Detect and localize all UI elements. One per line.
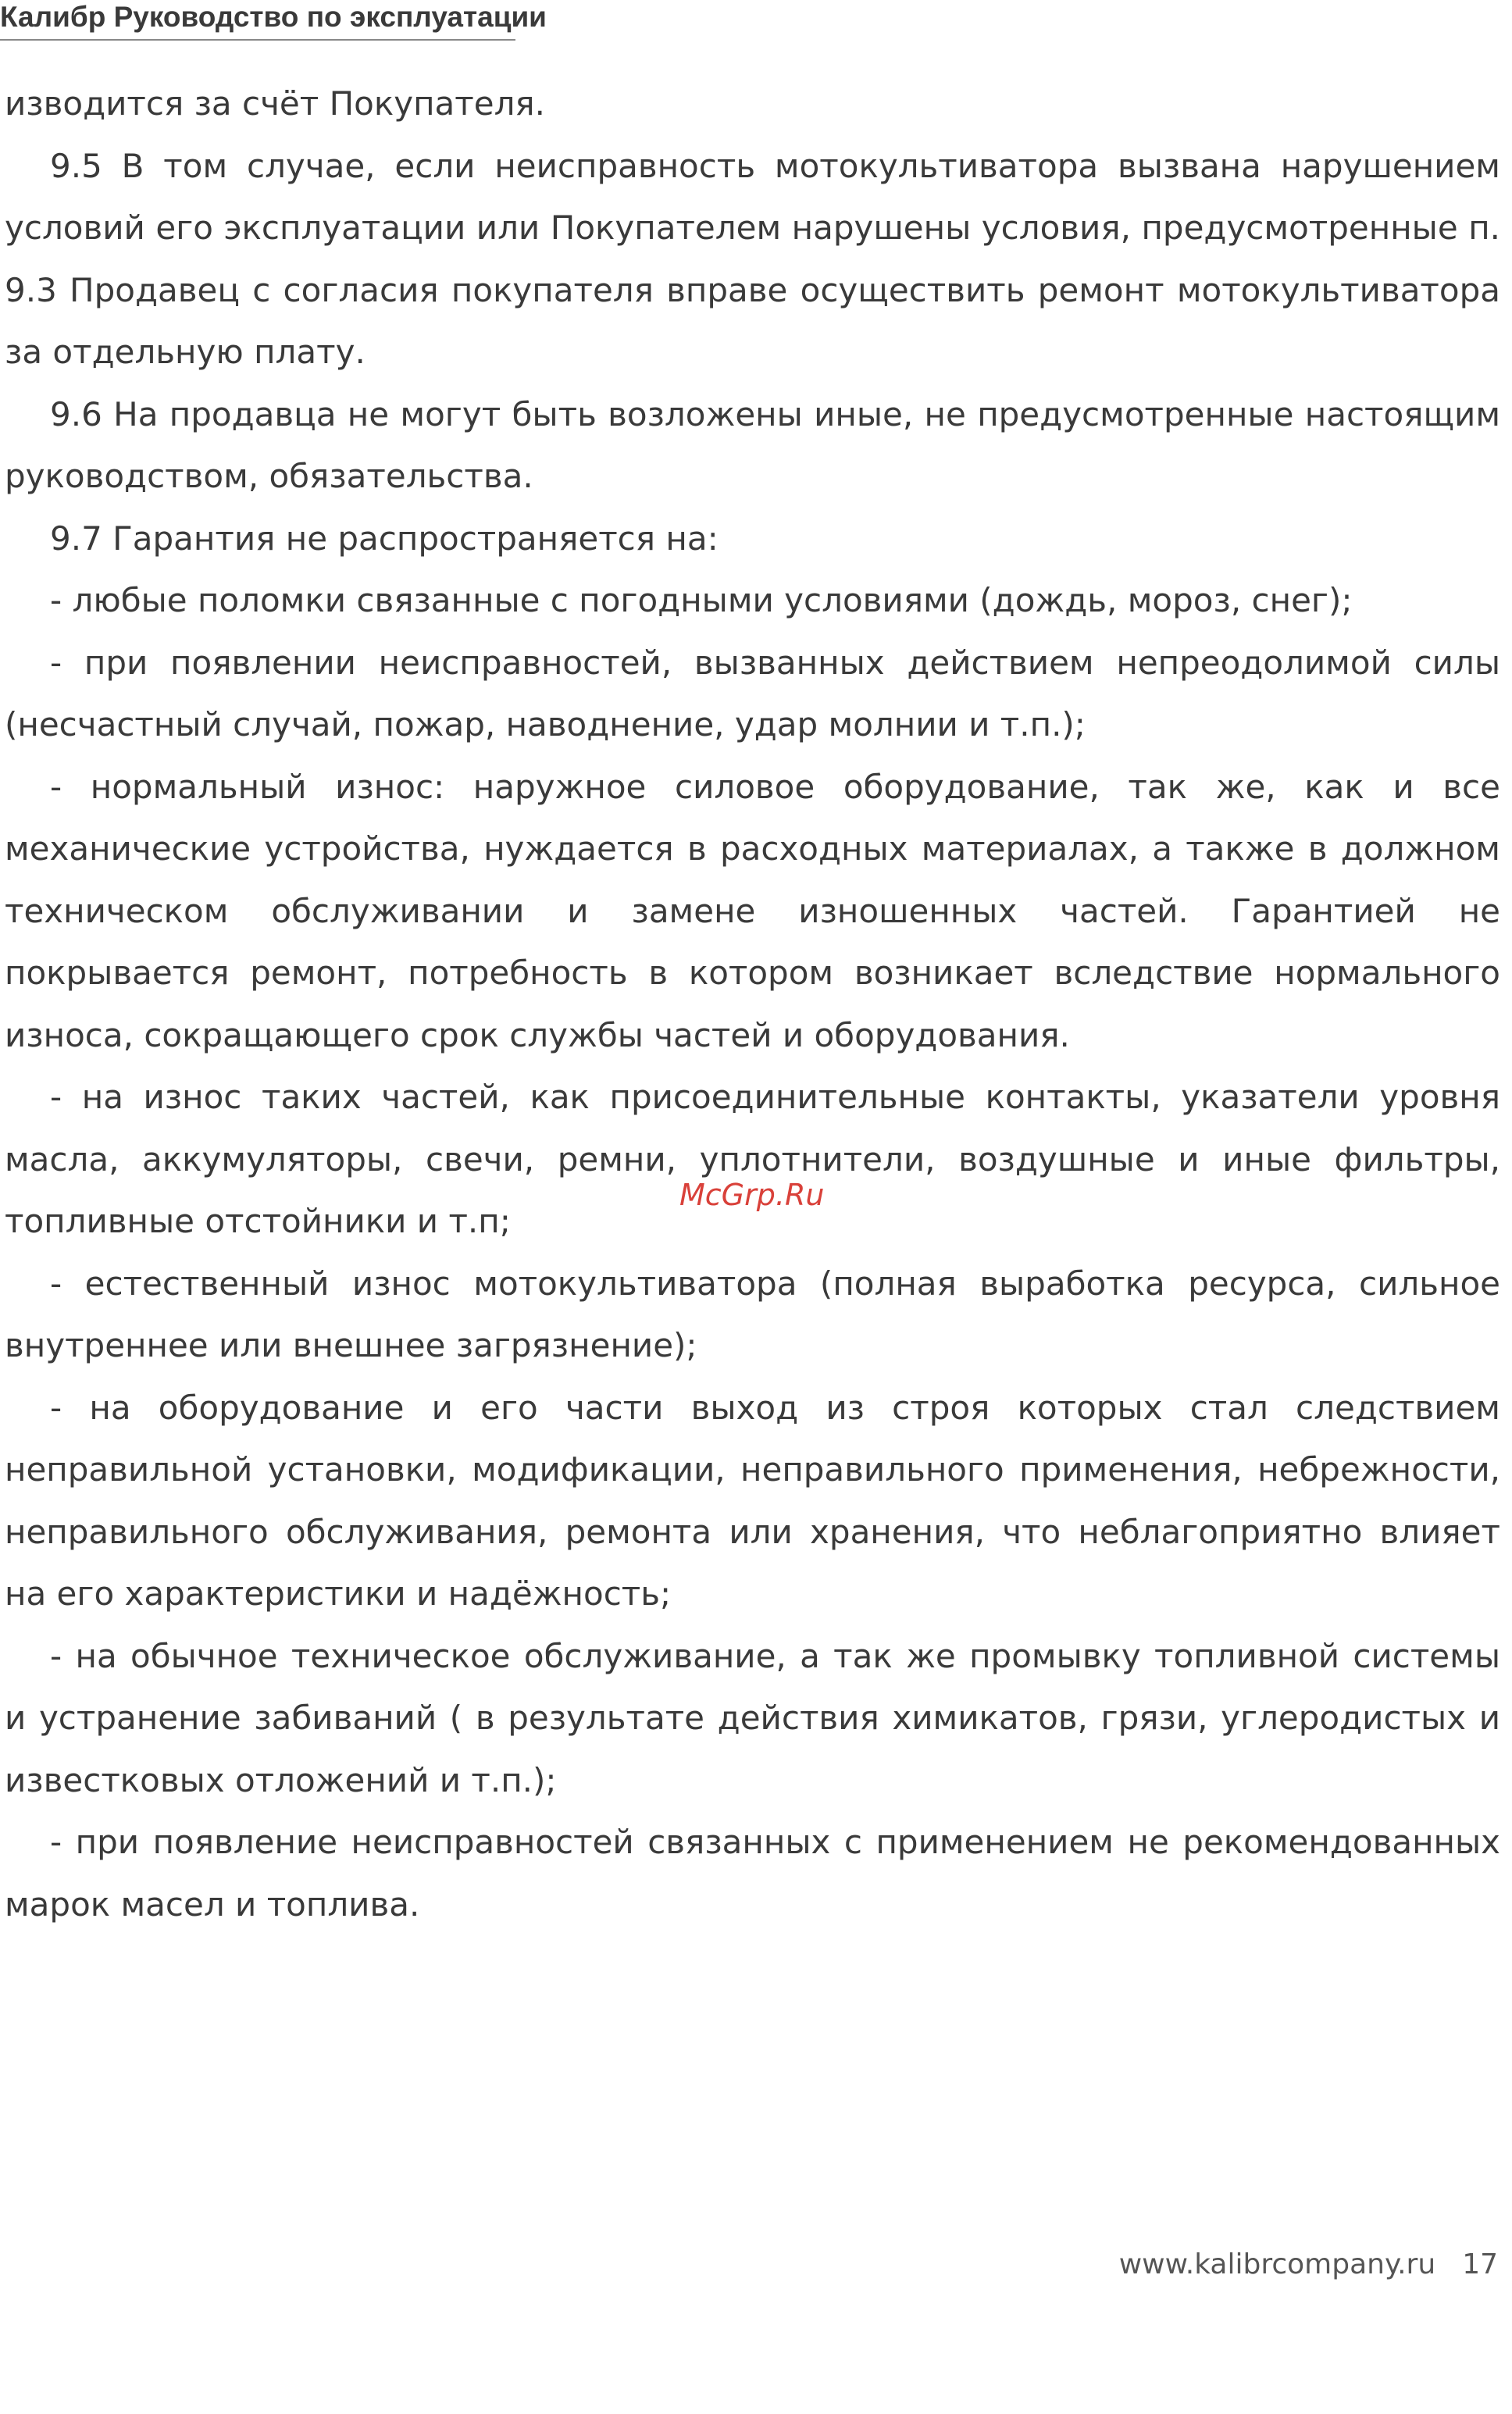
watermark: McGrp.Ru bbox=[679, 1178, 825, 1212]
page-footer bbox=[1119, 2249, 1498, 2280]
page-header bbox=[0, 0, 547, 41]
list-item-parts-wear: - на износ таких частей, как присоединительные контакты, указатели уровня масла, аккумуляторы, свечи, ремни, уплотнители, воздушные и иные фильтры, топливные отстойники и т.п; bbox=[5, 1078, 1500, 1240]
paragraph-9-7: 9.7 Гарантия не распространяется на: bbox=[50, 519, 719, 558]
list-item-normal-wear: - нормальный износ: наружное силовое оборудование, так же, как и все механические устройства, нуждается в расходных материалах, а также в должном техническом обслуживании и замене изношенных частей. Гарантией не покрывается ремонт, потребность в котором возникает вследствие нормального износа, сокращающего срок службы частей и оборудования. bbox=[5, 767, 1500, 1054]
list-item-misuse: - на оборудование и его части выход из строя которых стал следствием неправильной установки, модификации, неправильного применения, небрежности, неправильного обслуживания, ремонта или хранения, что неблагоприятно влияет на его характеристики и надёжность; bbox=[5, 1388, 1500, 1613]
list-item-oil-fuel: - при появление неисправностей связанных с применением не рекомендованных марок масел и топлива. bbox=[5, 1823, 1500, 1924]
website-link[interactable]: www.kalibrcompany.ru bbox=[1118, 2248, 1436, 2280]
list-item-natural-wear: - естественный износ мотокультиватора (полная выработка ресурса, сильное внутреннее или внешнее загрязнение); bbox=[5, 1264, 1500, 1364]
list-item-maintenance: - на обычное техническое обслуживание, а так же промывку топливной системы и устранение забиваний ( в результате действия химикатов, грязи, углеродистых и известковых отложений и т.п.); bbox=[5, 1636, 1500, 1799]
document-title: Калибр Руководство по эксплуатации bbox=[0, 1, 547, 33]
list-item-force-majeure: - при появлении неисправностей, вызванных действием непреодолимой силы (несчастный случай, пожар, наводнение, удар молнии и т.п.); bbox=[5, 643, 1500, 743]
paragraph-continuation: изводится за счёт Покупателя. bbox=[5, 84, 546, 123]
paragraph-9-5: 9.5 В том случае, если неисправность мотокультиватора вызвана нарушением условий его эксплуатации или Покупателем нарушены условия, предусмотренные п. 9.3 Продавец с согласия покупателя вправе осуществить ремонт мотокультиватора за отдельную плату. bbox=[5, 146, 1500, 371]
document-body bbox=[5, 73, 1500, 1935]
page-number: 17 bbox=[1462, 2248, 1498, 2280]
paragraph-9-6: 9.6 На продавца не могут быть возложены иные, не предусмотренные настоящим руководством, обязательства. bbox=[5, 394, 1500, 495]
list-item-weather: - любые поломки связанные с погодными условиями (дождь, мороз, снег); bbox=[50, 581, 1353, 619]
